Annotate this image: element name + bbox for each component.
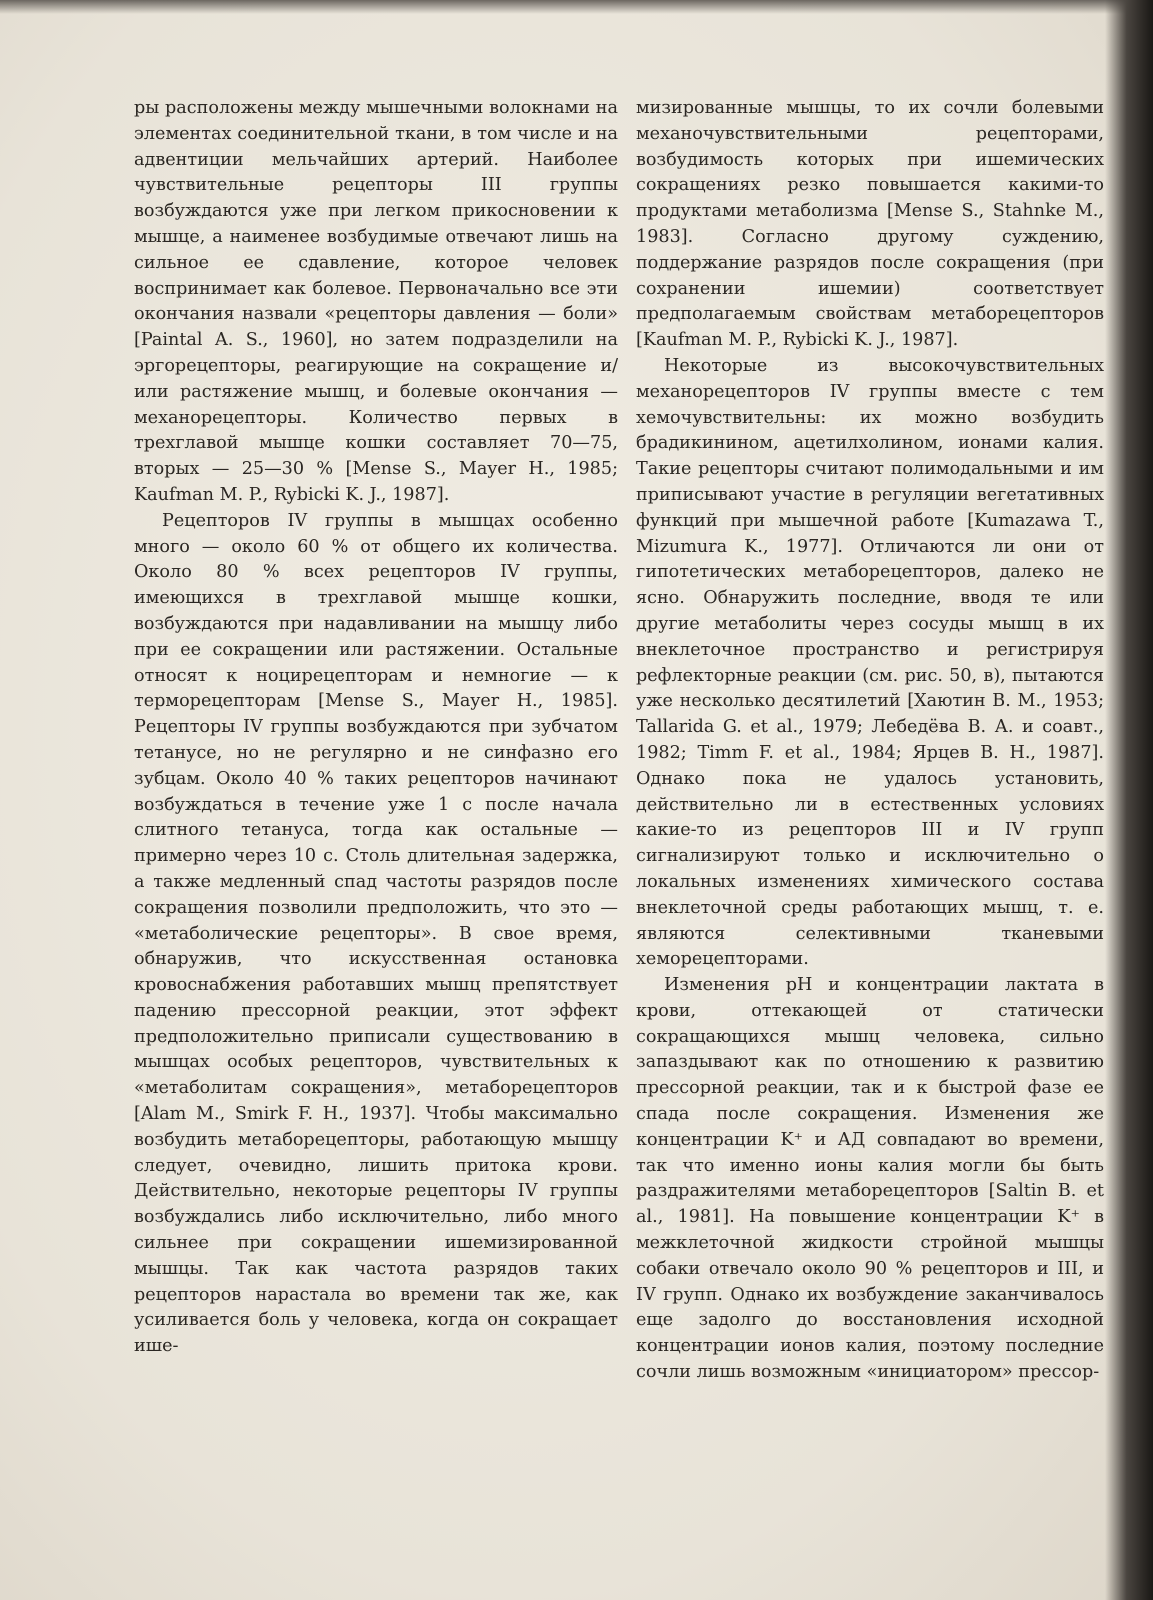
left-paragraph-1: ры расположены между мышечными волокнами на элементах соединительной ткани, в том числе и на адвентиции мельчайших артерий. Наиболее чувствительные рецепторы III группы возбуждаются уже при легком прикосновении к мышце, а наименее возбудимые отвечают лишь на сильное ее сдавление, которое человек воспринимает как болевое. Первоначально все эти окончания назвали «рецепторы давления — боли» [Paintal A. S., 1960], но затем подразделили на эргорецепторы, реагирующие на сокращение и/или растяжение мышц, и болевые окончания — механорецепторы. Количество первых в трехглавой мышце кошки составляет 70—75, вторых — 25—30 % [Mense S., Mayer H., 1985; Kaufman M. P., Rybicki K. J., 1987].	[134, 98, 618, 505]
right-paragraph-1: мизированные мышцы, то их сочли болевыми механочувствительными рецепторами, возбудимость которых при ишемических сокращениях резко повышается какими-то продуктами метаболизма [Mense S., Stahnke M., 1983]. Согласно другому суждению, поддержание разрядов после сокращения (при сохранении ишемии) соответствует предполагаемым свойствам метаборецепторов [Kaufman M. P., Rybicki K. J., 1987].	[636, 98, 1104, 351]
book-spine-shadow	[1105, 0, 1153, 1600]
page-top-shadow	[0, 0, 1153, 14]
right-paragraph-3: Изменения pH и концентрации лактата в крови, оттекающей от статически сокращающихся мышц человека, сильно запаздывают как по отношению к развитию прессорной реакции, так и к быстрой фазе ее спада после сокращения. Изменения же концентрации K⁺ и АД совпадают во времени, так что именно ионы калия могли бы быть раздражителями метаборецепторов [Saltin B. et al., 1981]. На повышение концентрации K⁺ в межклеточной жидкости стройной мышцы собаки отвечало около 90 % рецепторов и III, и IV групп. Однако их возбуждение заканчивалось еще задолго до восстановления исходной концентрации ионов калия, поэтому последние сочли лишь возможным «инициатором» прессор-	[636, 975, 1104, 1383]
right-text-column	[636, 96, 1104, 1386]
left-paragraph-2: Рецепторов IV группы в мышцах особенно много — около 60 % от общего их количества. Около 80 % всех рецепторов IV группы, имеющихся в трехглавой мышце кошки, возбуждаются при надавливании на мышцу либо при ее сокращении или растяжении. Остальные относят к ноцирецепторам и немногие — к терморецепторам [Mense S., Mayer H., 1985]. Рецепторы IV группы возбуждаются при зубчатом тетанусе, но не регулярно и не синфазно его зубцам. Около 40 % таких рецепторов начинают возбуждаться в течение уже 1 с после начала слитного тетануса, тогда как остальные — примерно через 10 с. Столь длительная задержка, а также медленный спад частоты разрядов после сокращения позволили предположить, что это — «метаболические рецепторы». В свое время, обнаружив, что искусственная остановка кровоснабжения работавших мышц препятствует падению прессорной реакции, этот эффект предположительно приписали существованию в мышцах особых рецепторов, чувствительных к «метаболитам сокращения», метаборецепторов [Alam M., Smirk F. H., 1937]. Чтобы максимально возбудить метаборецепторы, работающую мышцу следует, очевидно, лишить притока крови. Действительно, некоторые рецепторы IV группы возбуждались либо исключительно, либо много сильнее при сокращении ишемизированной мышцы. Так как частота разрядов таких рецепторов нарастала во времени так же, как усиливается боль у человека, когда он сокращает ише-	[134, 510, 618, 1357]
left-text-column	[134, 96, 618, 1360]
right-paragraph-2: Некоторые из высокочувствительных механорецепторов IV группы вместе с тем хемочувствительны: их можно возбудить брадикинином, ацетилхолином, ионами калия. Такие рецепторы считают полимодальными и им приписывают участие в регуляции вегетативных функций при мышечной работе [Kumazawa T., Mizumura K., 1977]. Отличаются ли они от гипотетических метаборецепторов, далеко не ясно. Обнаружить последние, вводя те или другие метаболиты через сосуды мышц в их внеклеточное пространство и регистрируя рефлекторные реакции (см. рис. 50, в), пытаются уже несколько десятилетий [Хаютин В. М., 1953; Tallarida G. et al., 1979; Лебедёва В. А. и соавт., 1982; Timm F. et al., 1984; Ярцев В. Н., 1987]. Однако пока не удалось установить, действительно ли в естественных условиях какие-то из рецепторов III и IV групп сигнализируют только и исключительно о локальных изменениях химического состава внеклеточной среды работающих мышц, т. е. являются селективными тканевыми хеморецепторами.	[636, 355, 1104, 970]
